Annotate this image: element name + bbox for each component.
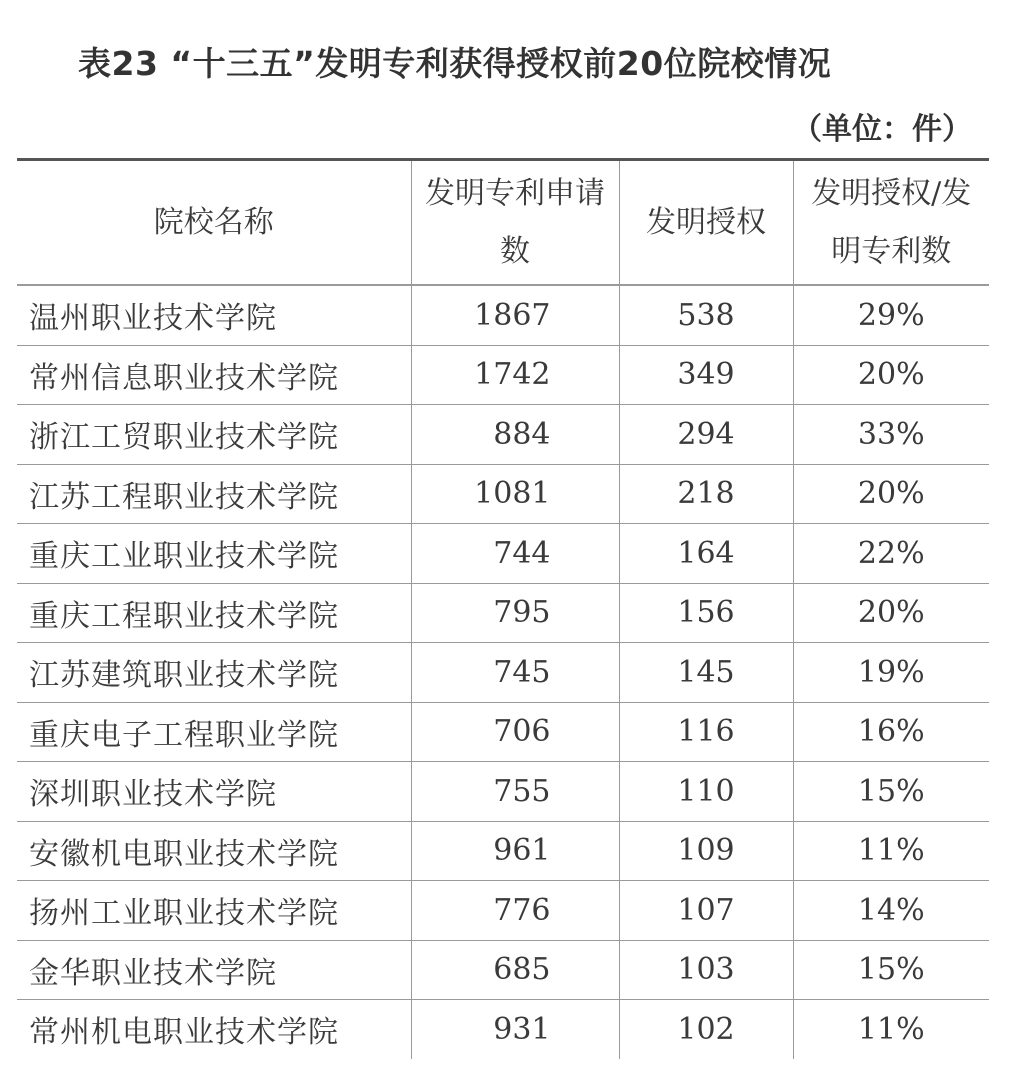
applications-cell: 685	[411, 940, 619, 1000]
applications-cell: 961	[411, 821, 619, 881]
ratio-cell: 20%	[793, 464, 989, 524]
table-row	[17, 285, 989, 345]
table-row	[17, 643, 989, 703]
applications-cell: 776	[411, 881, 619, 941]
table-row	[17, 1000, 989, 1059]
school-name-cell: 扬州工业职业技术学院	[17, 881, 411, 941]
granted-cell: 102	[619, 1000, 793, 1059]
header-ratio: 发明授权/发明专利数	[793, 160, 989, 286]
ratio-cell: 15%	[793, 762, 989, 822]
granted-cell: 109	[619, 821, 793, 881]
school-name-cell: 常州机电职业技术学院	[17, 1000, 411, 1059]
table-row	[17, 762, 989, 822]
ratio-cell: 11%	[793, 1000, 989, 1059]
granted-cell: 164	[619, 524, 793, 584]
applications-cell: 745	[411, 643, 619, 703]
table-row	[17, 524, 989, 584]
applications-cell: 1742	[411, 345, 619, 405]
ratio-cell: 20%	[793, 583, 989, 643]
school-name-cell: 安徽机电职业技术学院	[17, 821, 411, 881]
granted-cell: 538	[619, 285, 793, 345]
applications-cell: 755	[411, 762, 619, 822]
ratio-cell: 16%	[793, 702, 989, 762]
unit-label: （单位：件）	[792, 112, 972, 147]
table-row	[17, 702, 989, 762]
school-name-cell: 常州信息职业技术学院	[17, 345, 411, 405]
patent-table	[17, 158, 989, 1059]
applications-cell: 795	[411, 583, 619, 643]
applications-cell: 706	[411, 702, 619, 762]
applications-cell: 1867	[411, 285, 619, 345]
header-applications: 发明专利申请数	[411, 160, 619, 286]
granted-cell: 116	[619, 702, 793, 762]
granted-cell: 107	[619, 881, 793, 941]
ratio-cell: 14%	[793, 881, 989, 941]
table-row	[17, 405, 989, 465]
ratio-cell: 22%	[793, 524, 989, 584]
school-name-cell: 重庆电子工程职业学院	[17, 702, 411, 762]
table-row	[17, 940, 989, 1000]
school-name-cell: 重庆工程职业技术学院	[17, 583, 411, 643]
table-row	[17, 881, 989, 941]
header-school-name: 院校名称	[17, 160, 411, 286]
header-granted: 发明授权	[619, 160, 793, 286]
granted-cell: 103	[619, 940, 793, 1000]
granted-cell: 349	[619, 345, 793, 405]
granted-cell: 110	[619, 762, 793, 822]
applications-cell: 1081	[411, 464, 619, 524]
granted-cell: 156	[619, 583, 793, 643]
school-name-cell: 浙江工贸职业技术学院	[17, 405, 411, 465]
table-title: 表23 “十三五”发明专利获得授权前20位院校情况	[78, 44, 832, 83]
table-row	[17, 345, 989, 405]
applications-cell: 931	[411, 1000, 619, 1059]
ratio-cell: 20%	[793, 345, 989, 405]
header-row	[17, 160, 989, 286]
school-name-cell: 深圳职业技术学院	[17, 762, 411, 822]
ratio-cell: 19%	[793, 643, 989, 703]
table-row	[17, 464, 989, 524]
granted-cell: 145	[619, 643, 793, 703]
granted-cell: 218	[619, 464, 793, 524]
table-row	[17, 821, 989, 881]
ratio-cell: 11%	[793, 821, 989, 881]
school-name-cell: 温州职业技术学院	[17, 285, 411, 345]
school-name-cell: 重庆工业职业技术学院	[17, 524, 411, 584]
granted-cell: 294	[619, 405, 793, 465]
applications-cell: 884	[411, 405, 619, 465]
school-name-cell: 江苏工程职业技术学院	[17, 464, 411, 524]
school-name-cell: 金华职业技术学院	[17, 940, 411, 1000]
ratio-cell: 33%	[793, 405, 989, 465]
ratio-cell: 29%	[793, 285, 989, 345]
table-row	[17, 583, 989, 643]
table-body	[17, 285, 989, 1059]
applications-cell: 744	[411, 524, 619, 584]
school-name-cell: 江苏建筑职业技术学院	[17, 643, 411, 703]
ratio-cell: 15%	[793, 940, 989, 1000]
